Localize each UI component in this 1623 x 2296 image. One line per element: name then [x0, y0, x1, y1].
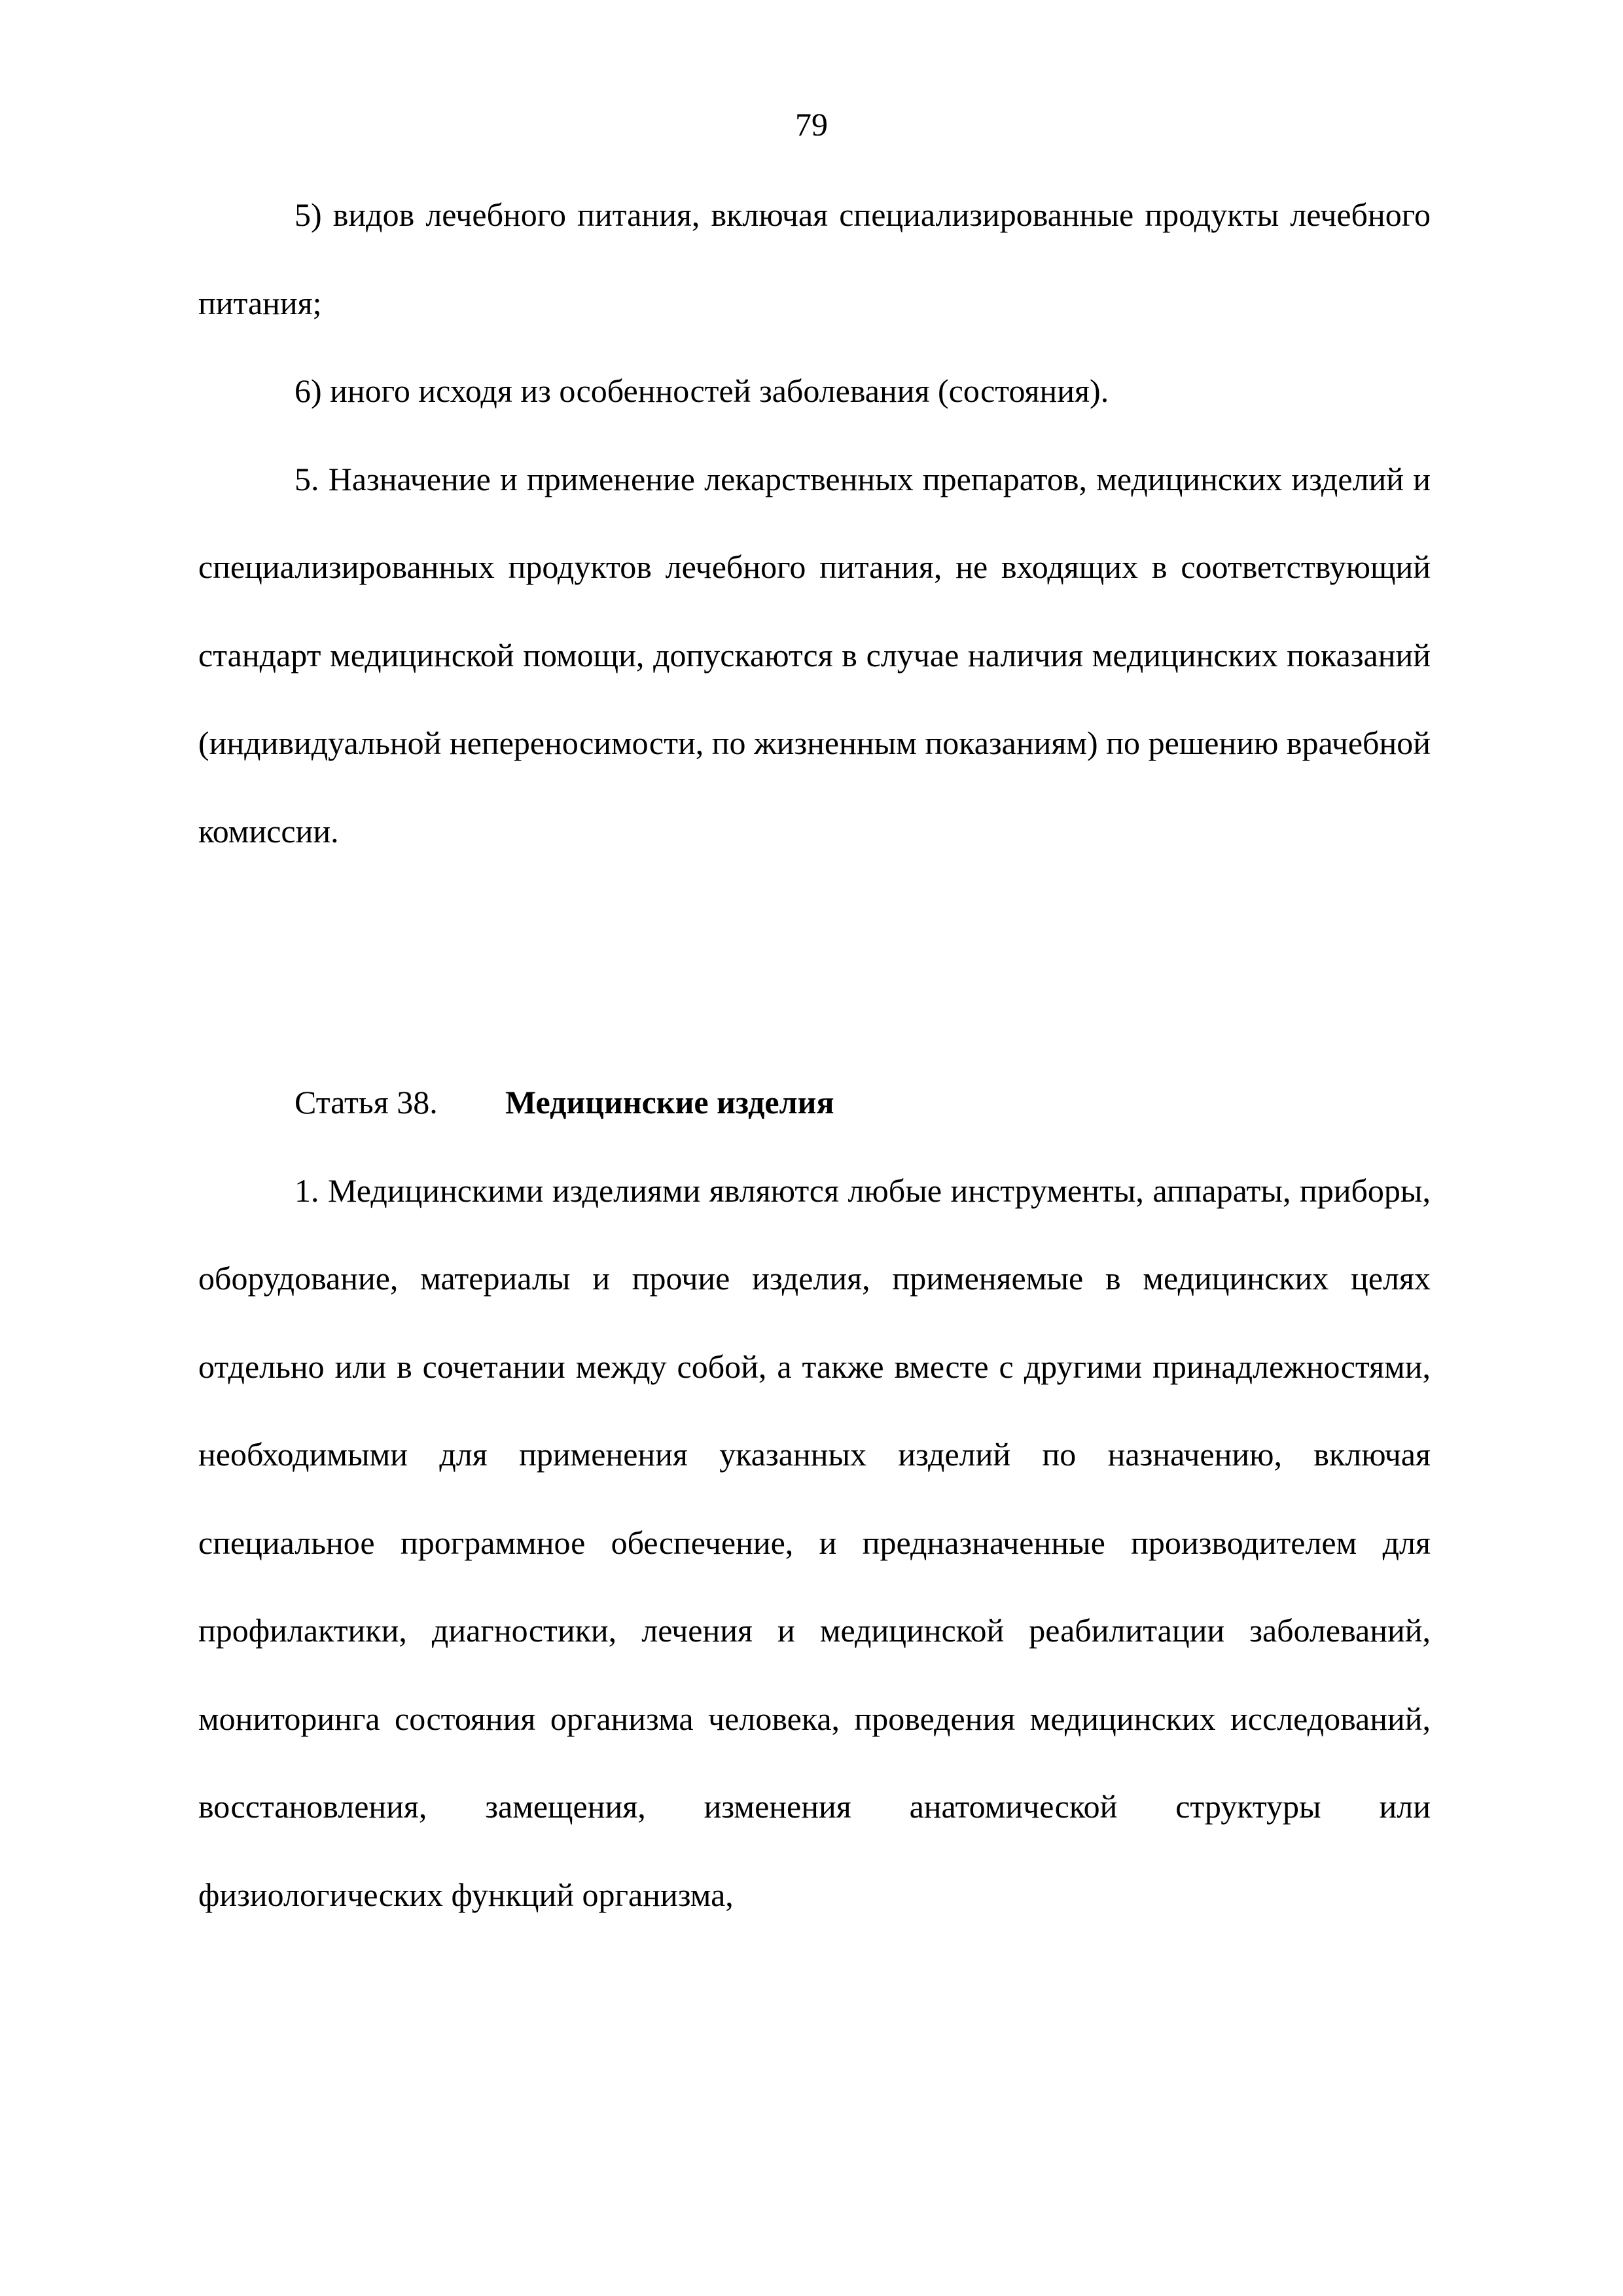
article-number: Статья 38. — [294, 1084, 438, 1121]
paragraph-item-5: 5) видов лечебного питания, включая специализированные продукты лечебного питания; — [198, 196, 1431, 321]
text-block-top — [198, 171, 1431, 875]
article-section — [198, 1058, 1431, 1939]
paragraph-part-5: 5. Назначение и применение лекарственных препаратов, медицинских изделий и специализированных продуктов лечебного питания, не входящих в соответствующий стандарт медицинской помощи, допускаются в случае наличия медицинских показаний (индивидуальной непереносимости, по жизненным показаниям) по решению врачебной комиссии. — [198, 460, 1431, 850]
article-paragraph-1: 1. Медицинскими изделиями являются любые инструменты, аппараты, приборы, оборудование, материалы и прочие изделия, применяемые в медицинских целях отдельно или в сочетании между собой, а также вместе с другими принадлежностями, необходимыми для применения указанных изделий по назначению, включая специальное программное обеспечение, и предназначенные производителем для профилактики, диагностики, лечения и медицинской реабилитации заболеваний, мониторинга состояния организма человека, проведения медицинских исследований, восстановления, замещения, изменения анатомической структуры или физиологических функций организма, — [198, 1172, 1431, 1913]
article-heading — [198, 1058, 1431, 1147]
page-number: 79 — [795, 106, 828, 143]
article-title: Медицинские изделия — [505, 1084, 834, 1121]
paragraph-item-6: 6) иного исходя из особенностей заболевания (состояния). — [294, 372, 1109, 409]
